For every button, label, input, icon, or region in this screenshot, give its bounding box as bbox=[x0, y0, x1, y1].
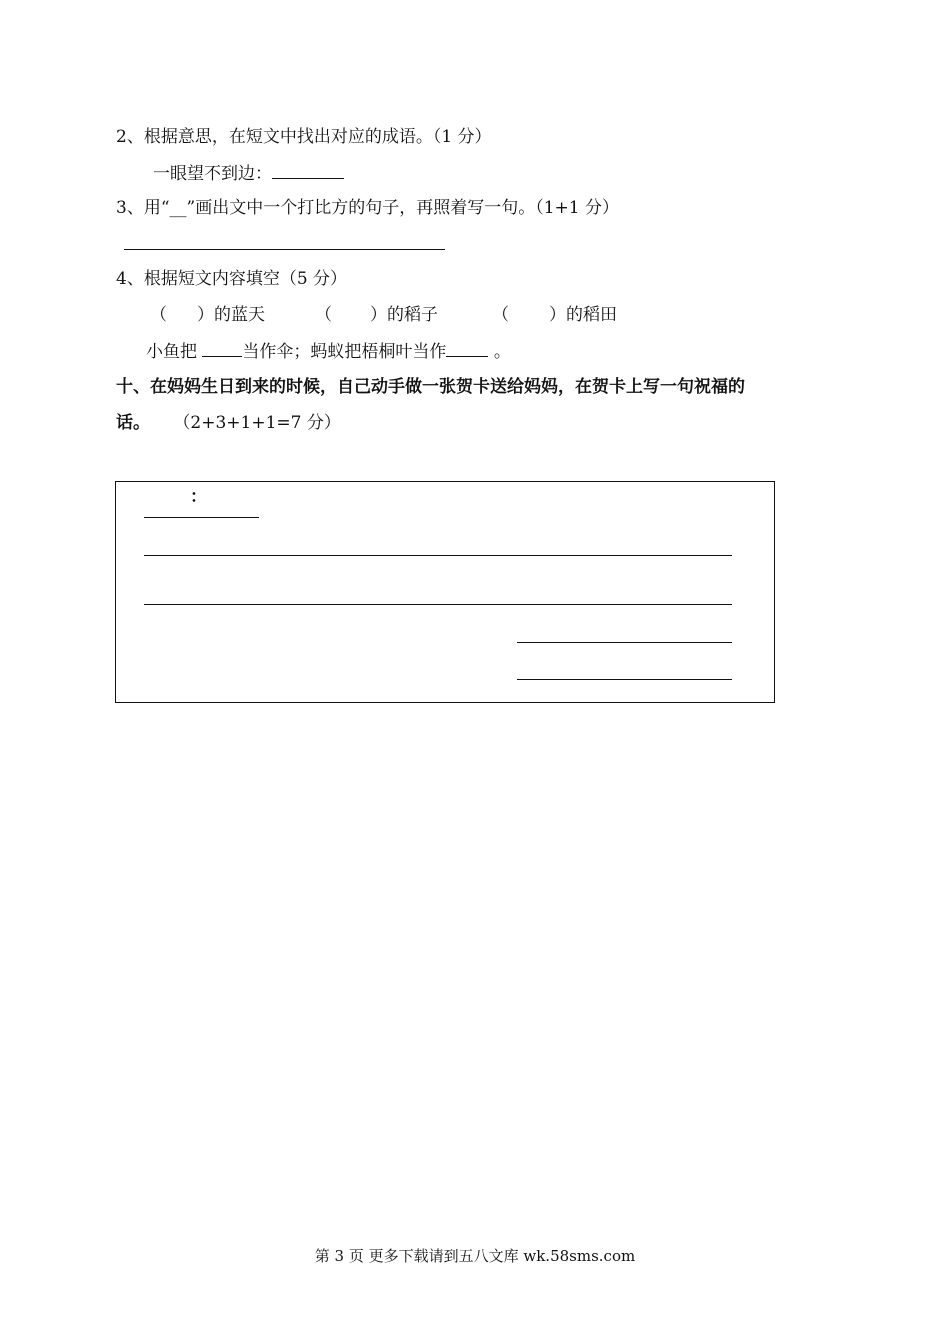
q4-blank3-label: ）的稻田 bbox=[549, 305, 617, 325]
q4-blank3-open: （ bbox=[492, 305, 509, 325]
q3-answer-line[interactable] bbox=[124, 249, 445, 250]
q10-score: （2+3+1+1=7 分） bbox=[173, 413, 341, 433]
q4-blank1-open: （ bbox=[150, 305, 167, 325]
card-date-line[interactable] bbox=[517, 679, 732, 680]
q4-answer-blank-2[interactable] bbox=[446, 340, 488, 357]
q3-title bbox=[116, 197, 619, 219]
q4-blank1-label: ）的蓝天 bbox=[197, 305, 265, 325]
card-recipient-line[interactable] bbox=[144, 517, 259, 518]
q3-underline-mark: __ bbox=[169, 198, 187, 218]
q2-answer-blank[interactable] bbox=[272, 162, 344, 179]
card-message-line-2[interactable] bbox=[144, 604, 732, 605]
q2-title: 2、根据意思，在短文中找出对应的成语。（1 分） bbox=[116, 127, 492, 147]
q4-answer-blank-1[interactable] bbox=[202, 340, 242, 357]
q4-title: 4、根据短文内容填空（5 分） bbox=[116, 269, 348, 289]
q4-blank2-open: （ bbox=[315, 305, 332, 325]
card-message-line-1[interactable] bbox=[144, 555, 732, 556]
q4-sentence-b: 当作伞；蚂蚁把梧桐叶当作 bbox=[242, 342, 447, 362]
q2-prompt: 一眼望不到边： bbox=[153, 164, 272, 184]
q4-blank-row-2 bbox=[315, 304, 438, 326]
q4-blank2-label: ）的稻子 bbox=[370, 305, 438, 325]
q4-blank-row bbox=[150, 304, 265, 326]
q10-line1: 十、在妈妈生日到来的时候，自己动手做一张贺卡送给妈妈，在贺卡上写一句祝福的 bbox=[116, 377, 745, 397]
q3-title-after: ”画出文中一个打比方的句子，再照着写一句。（1+1 分） bbox=[186, 198, 619, 218]
card-signature-line[interactable] bbox=[517, 642, 732, 643]
q4-sentence bbox=[146, 340, 511, 363]
q10-line2-text: 话。 bbox=[116, 413, 150, 433]
q3-title-before: 3、用“ bbox=[116, 198, 170, 218]
q2-prompt-row bbox=[153, 162, 344, 185]
greeting-card-box bbox=[115, 481, 775, 703]
page-footer: 第 3 页 更多下载请到五八文库 wk.58sms.com bbox=[314, 1247, 636, 1265]
q4-sentence-a: 小鱼把 bbox=[146, 342, 197, 362]
q10-line2 bbox=[116, 412, 341, 434]
q4-blank-row-3 bbox=[492, 304, 617, 326]
q4-sentence-c: 。 bbox=[493, 342, 511, 362]
card-colon: ： bbox=[190, 487, 207, 507]
